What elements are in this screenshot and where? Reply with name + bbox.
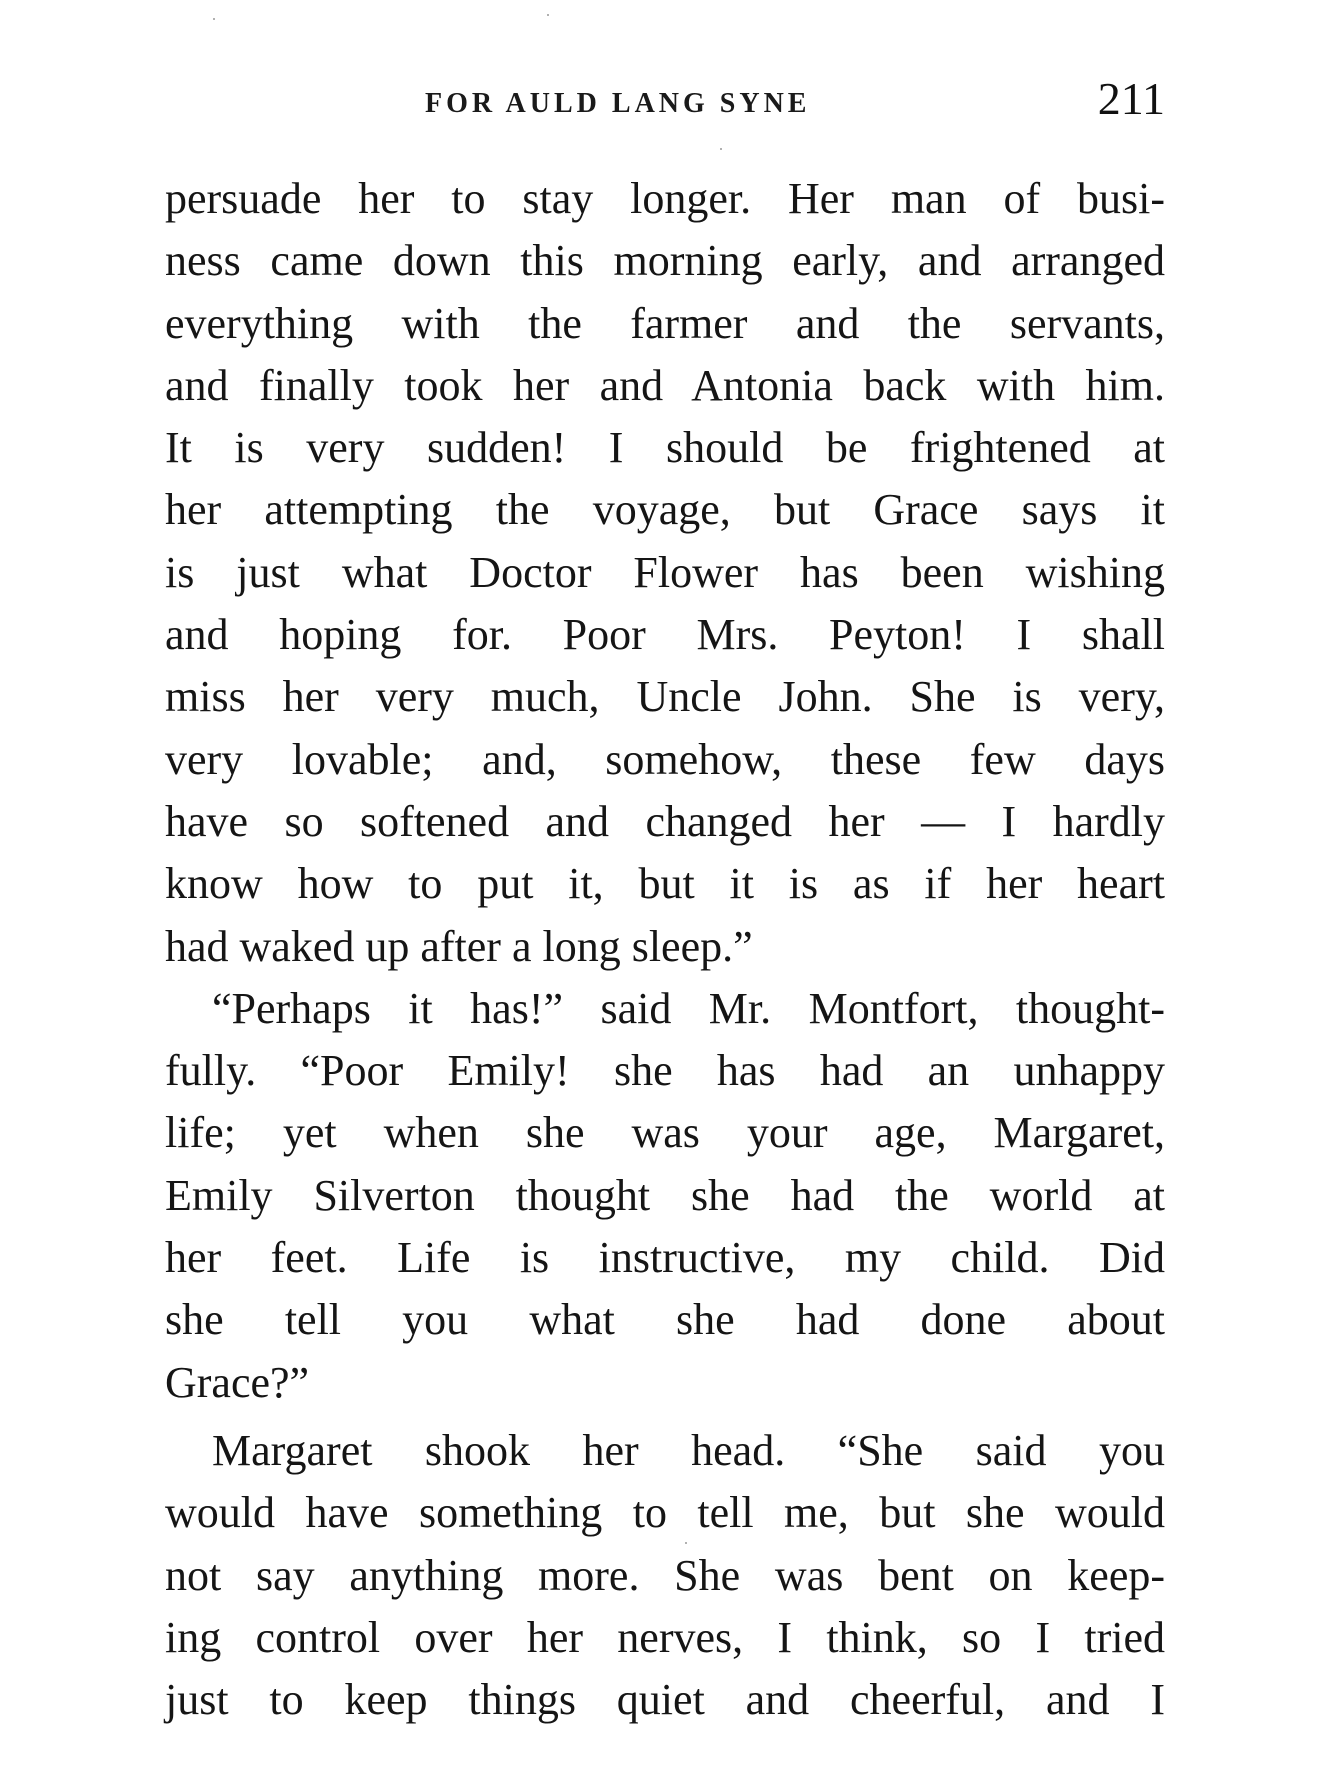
text-line: had waked up after a long sleep.”: [165, 921, 753, 971]
paper-speck: [547, 14, 549, 16]
text-line: and hoping for. Poor Mrs. Peyton! I shall: [165, 610, 1165, 660]
text-line: “Perhaps it has!” said Mr. Montfort, thought-: [212, 983, 1165, 1033]
text-line: her attempting the voyage, but Grace says it: [165, 485, 1165, 535]
text-line: she tell you what she had done about: [165, 1295, 1165, 1345]
text-line: would have something to tell me, but she would: [165, 1488, 1165, 1538]
page-number: 211: [1097, 73, 1165, 124]
running-head: FOR AULD LANG SYNE: [425, 88, 811, 119]
text-line: Grace?”: [165, 1357, 310, 1407]
paper-speck: [720, 148, 722, 150]
text-line: It is very sudden! I should be frightened at: [165, 423, 1165, 473]
text-line: fully. “Poor Emily! she has had an unhappy: [165, 1046, 1165, 1096]
text-line: just to keep things quiet and cheerful, and I: [165, 1675, 1165, 1725]
text-line: not say anything more. She was bent on keep-: [165, 1550, 1165, 1600]
text-line: miss her very much, Uncle John. She is very,: [165, 672, 1165, 722]
page-header: [165, 70, 1165, 130]
paper-speck: [213, 18, 215, 20]
text-line: is just what Doctor Flower has been wishing: [165, 547, 1165, 597]
text-line: Margaret shook her head. “She said you: [212, 1425, 1165, 1475]
text-line: Emily Silverton thought she had the world at: [165, 1170, 1165, 1220]
paper-speck: [685, 1542, 687, 1544]
text-line: her feet. Life is instructive, my child. Did: [165, 1233, 1165, 1283]
text-line: very lovable; and, somehow, these few days: [165, 734, 1165, 784]
text-line: life; yet when she was your age, Margaret,: [165, 1108, 1165, 1158]
text-line: and finally took her and Antonia back with him.: [165, 360, 1165, 410]
text-line: persuade her to stay longer. Her man of busi-: [165, 174, 1165, 223]
text-line: ness came down this morning early, and arranged: [165, 236, 1165, 286]
text-line: have so softened and changed her — I hardly: [165, 796, 1165, 846]
text-line: ing control over her nerves, I think, so I tried: [165, 1612, 1165, 1662]
text-line: know how to put it, but it is as if her heart: [165, 859, 1165, 909]
body-text: [165, 168, 1165, 1731]
text-line: everything with the farmer and the servants,: [165, 298, 1165, 348]
